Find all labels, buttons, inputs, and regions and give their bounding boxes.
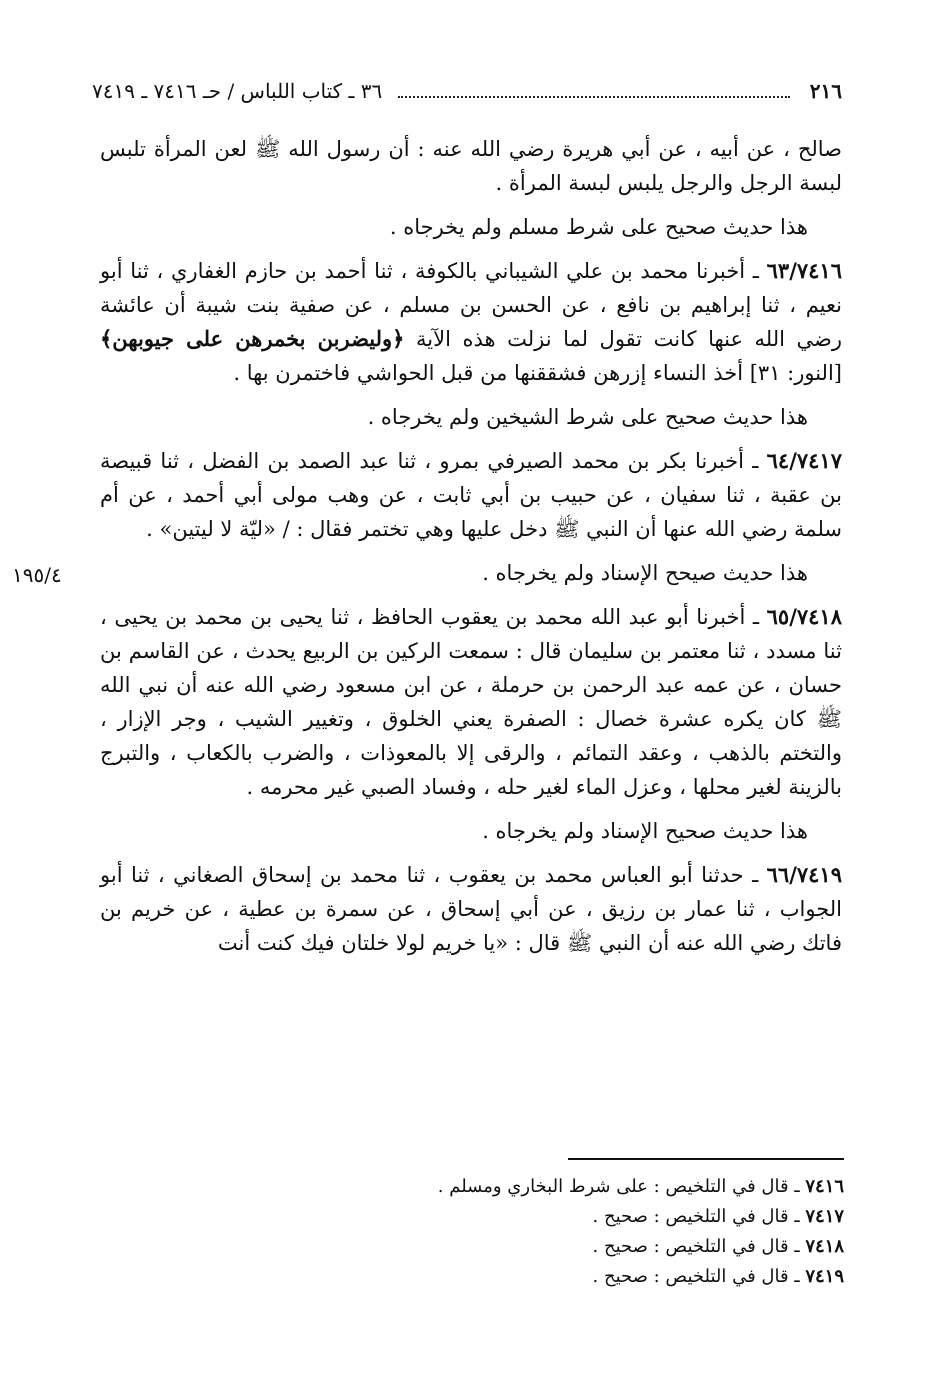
footnote-number: ٧٤١٦: [805, 1176, 844, 1197]
hadith-number: ٦٤/٧٤١٧: [766, 448, 842, 473]
footnote-7419: [244, 1262, 844, 1292]
hadith-number: ٦٣/٧٤١٦: [766, 258, 842, 283]
hadith-text: [النور: ٣١] أخذ النساء إزرهن فشققنها من قبل الحواشي فاختمرن بها .: [233, 361, 842, 385]
paragraph-continuation: صالح ، عن أبيه ، عن أبي هريرة رضي الله عنه : أن رسول الله ﷺ لعن المرأة تلبس لبسة الرجل والرجل يلبس لبسة المرأة .: [100, 137, 842, 195]
verdict-7416: هذا حديث صحيح على شرط الشيخين ولم يخرجاه .: [367, 405, 808, 429]
hadith-number: ٦٥/٧٤١٨: [766, 604, 842, 629]
hadith-7417: [100, 444, 842, 546]
footnote-number: ٧٤١٩: [805, 1266, 844, 1287]
hadith-text: ـ أخبرنا بكر بن محمد الصيرفي بمرو ، ثنا عبد الصمد بن الفضل ، ثنا قبيصة بن عقبة ، ثنا سفيان ، عن حبيب بن أبي ثابت ، عن وهب مولى أبي أحمد ، عن أم سلمة رضي الله عنها أن النبي ﷺ دخل عليها وهي تختمر فقال : / «ليّة لا ليتين» .: [100, 449, 842, 541]
footnote-7418: [244, 1232, 844, 1262]
header-dot-leader: [398, 96, 790, 98]
footnote-number: ٧٤١٨: [805, 1236, 844, 1257]
footnote-text: ـ قال في التلخيص : صحيح .: [592, 1236, 806, 1257]
verdict-7418: هذا حديث صحيح الإسناد ولم يخرجاه .: [482, 819, 808, 843]
main-text: [100, 132, 842, 970]
footnote-7417: [244, 1202, 844, 1232]
quran-verse: ﴿وليضربن بخمرهن على جيوبهن﴾: [100, 326, 405, 351]
footnote-text: ـ قال في التلخيص : صحيح .: [592, 1206, 806, 1227]
verdict-7415: هذا حديث صحيح على شرط مسلم ولم يخرجاه .: [389, 215, 808, 239]
margin-page-reference: ١٩٥/٤: [12, 563, 62, 587]
running-title: ٣٦ ـ كتاب اللباس / حـ ٧٤١٦ ـ ٧٤١٩: [92, 79, 383, 103]
hadith-text: ـ أخبرنا محمد بن علي الشيباني بالكوفة ، ثنا أحمد بن حازم الغفاري ، ثنا أبو نعيم ، ثنا إبراهيم بن نافع ، عن الحسن بن مسلم ، عن صفية بنت شيبة أن عائشة رضي الله عنها كانت تقول لما نزلت هذه الآية: [100, 259, 842, 351]
hadith-text: ـ حدثنا أبو العباس محمد بن يعقوب ، ثنا محمد بن إسحاق الصغاني ، ثنا أبو الجواب ، ثنا عمار بن رزيق ، عن أبي إسحاق ، عن سمرة بن عطية ، عن خريم بن فاتك رضي الله عنه أن النبي ﷺ قال : «يا خريم لولا خلتان فيك كنت أنت: [100, 863, 842, 955]
hadith-7416: [100, 254, 842, 390]
hadith-number: ٦٦/٧٤١٩: [766, 862, 842, 887]
footnote-7416: [244, 1172, 844, 1202]
hadith-7419: [100, 858, 842, 960]
hadith-text: ـ أخبرنا أبو عبد الله محمد بن يعقوب الحافظ ، ثنا يحيى بن محمد بن يحيى ، ثنا مسدد ، ثنا معتمر بن سليمان قال : سمعت الركين بن الربيع يحدث ، عن القاسم بن حسان ، عن عمه عبد الرحمن بن حرملة ، عن ابن مسعود رضي الله عنه أن نبي الله ﷺ كان يكره عشرة خصال : الصفرة يعني الخلوق ، وتغيير الشيب ، وجر الإزار ، والتختم بالذهب ، وعقد التمائم ، والرقى إلا بالمعوذات ، والضرب بالكعاب ، والتبرج بالزينة لغير محلها ، وعزل الماء لغير حله ، وفساد الصبي غير محرمه .: [100, 605, 842, 799]
footnote-text: ـ قال في التلخيص : على شرط البخاري ومسلم .: [437, 1176, 806, 1197]
page-number: ٢١٦: [809, 79, 842, 103]
verdict-7417: هذا حديث صيحح الإسناد ولم يخرجاه .: [482, 561, 808, 585]
footnotes: [244, 1172, 844, 1292]
running-header: [92, 74, 842, 108]
footnote-separator: [568, 1158, 844, 1160]
footnote-text: ـ قال في التلخيص : صحيح .: [592, 1266, 806, 1287]
footnote-number: ٧٤١٧: [805, 1206, 844, 1227]
hadith-7418: [100, 600, 842, 804]
